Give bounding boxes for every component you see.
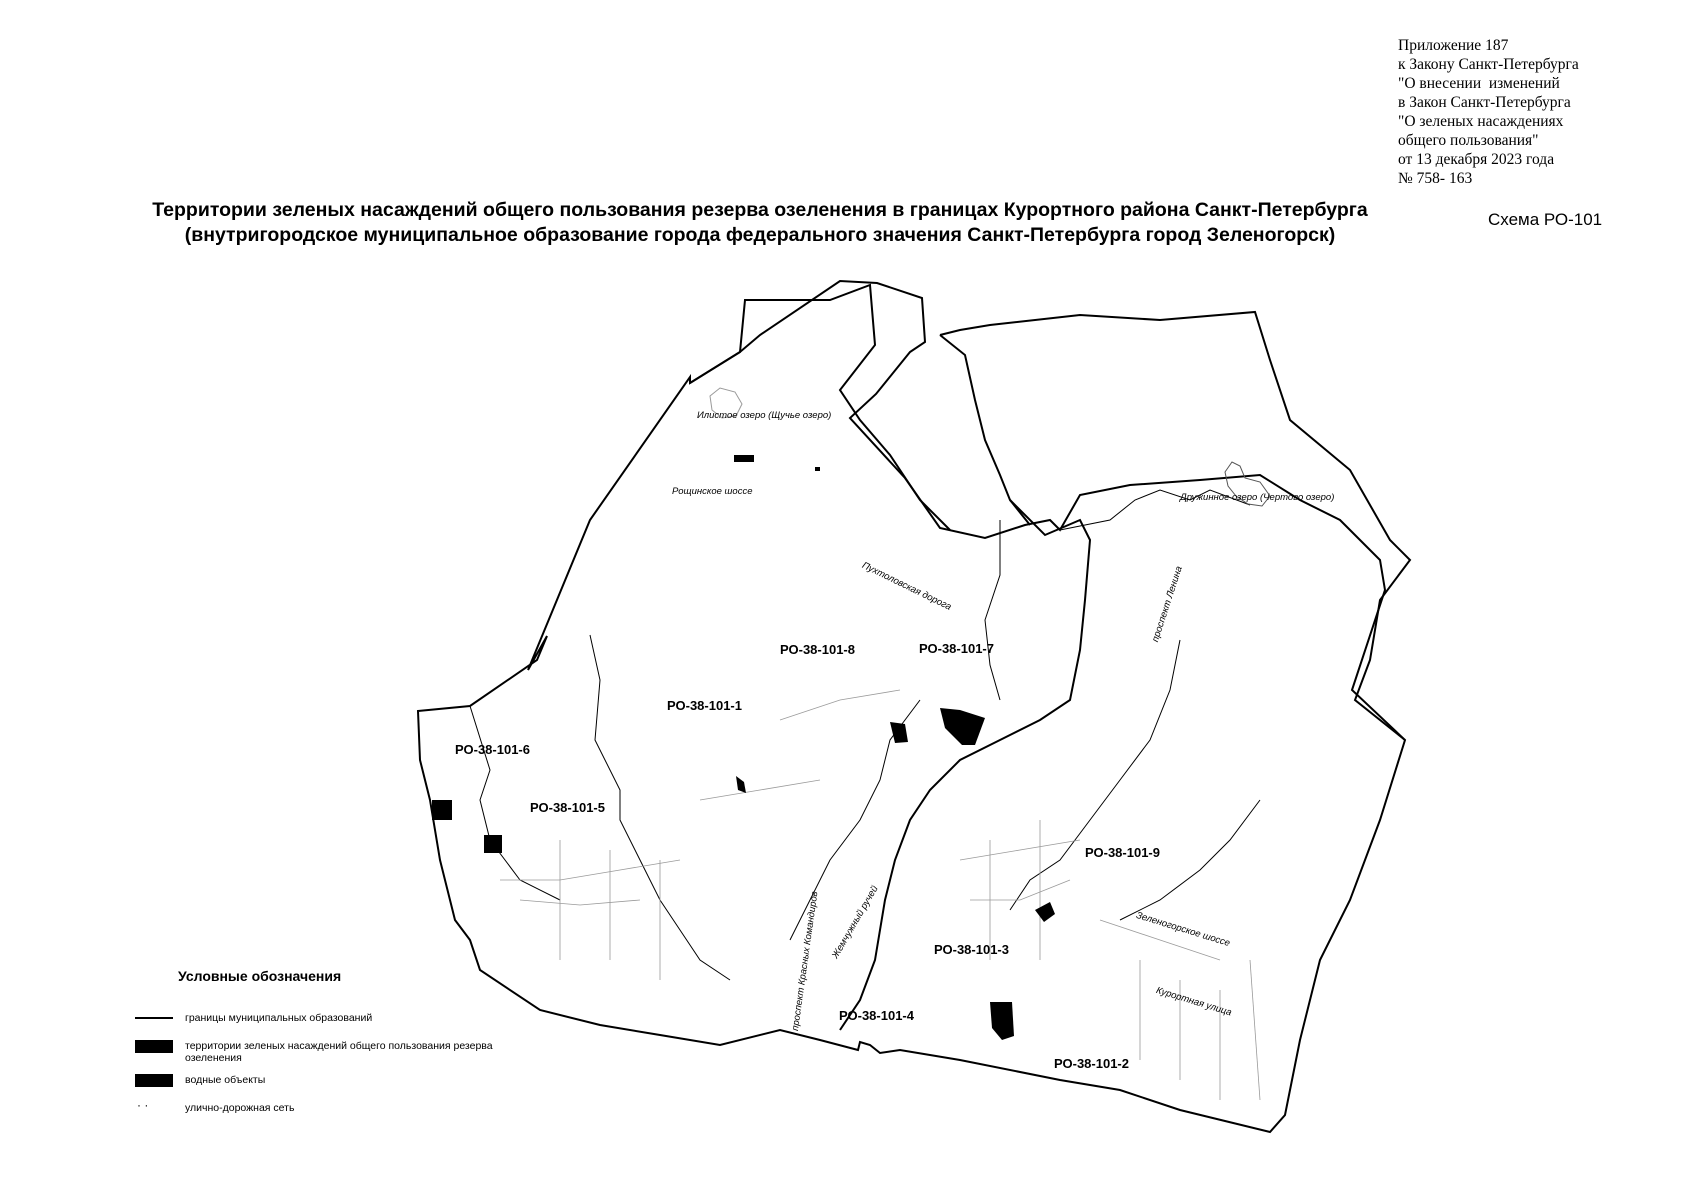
scheme-code: Схема РО-101 (1488, 210, 1603, 229)
stream (985, 520, 1000, 700)
map-title-line2: (внутригородское муниципальное образование города федерального значения Санкт-Петербурга город Зеленогорск) (184, 224, 1336, 246)
green-zone-area (484, 835, 502, 853)
legend-label: улично-дорожная сеть (185, 1102, 295, 1114)
zone-label: РО-38-101-9 (1085, 845, 1160, 860)
appendix-line: "О зеленых насаждениях (1398, 113, 1564, 130)
zone-label: РО-38-101-6 (455, 742, 530, 757)
green-zone-area (890, 722, 908, 743)
stream (1120, 800, 1260, 920)
green-zone-area (736, 776, 746, 793)
legend-item (135, 1102, 515, 1114)
district-boundary (418, 281, 1405, 1132)
stream (1010, 640, 1180, 910)
zone-label: РО-38-101-7 (919, 641, 994, 656)
municipal-boundary (940, 335, 1030, 525)
place-label: Пухтоловская дорога (860, 560, 953, 613)
green-zone-fill-icon (135, 1040, 173, 1053)
place-label: Зеленогорское шоссе (1134, 910, 1232, 950)
legend-label: водные объекты (185, 1074, 266, 1086)
legend-item (135, 1012, 515, 1024)
green-zone-area (940, 708, 985, 745)
legend-label: территории зеленых насаждений общего пользования резерва озеленения (185, 1040, 493, 1064)
water-fill-icon (135, 1074, 173, 1087)
zone-label: РО-38-101-1 (667, 698, 742, 713)
appendix-line: от 13 декабря 2023 года (1398, 151, 1555, 168)
legend-item (135, 1074, 515, 1087)
place-label: Дружинное озеро (Чертово озеро) (1180, 492, 1335, 503)
place-label: Рощинское шоссе (672, 486, 753, 497)
green-zone-area (432, 800, 452, 820)
legend-title: Условные обозначения (178, 968, 342, 984)
legend-item (135, 1040, 515, 1064)
street-network (500, 690, 1260, 1100)
street-dots-icon (135, 1102, 173, 1114)
boundary-line-icon (135, 1012, 173, 1024)
place-label: проспект Ленина (1150, 564, 1185, 644)
zone-label: РО-38-101-3 (934, 942, 1009, 957)
place-label: Илистое озеро (Щучье озеро) (697, 410, 832, 421)
legend-label: границы муниципальных образований (185, 1012, 373, 1024)
place-label: проспект Красных Командиров (790, 890, 821, 1032)
appendix-line: "О внесении изменений (1398, 75, 1560, 92)
municipal-boundary (940, 312, 1410, 740)
place-label: Курортная улица (1154, 985, 1233, 1019)
appendix-line: к Закону Санкт-Петербурга (1398, 56, 1579, 73)
zone-label: РО-38-101-8 (780, 642, 855, 657)
zone-label: РО-38-101-2 (1054, 1056, 1129, 1071)
green-zone-area (815, 467, 820, 471)
green-zone-area (990, 1002, 1014, 1040)
zone-label: РО-38-101-4 (839, 1008, 914, 1023)
appendix-line: общего пользования" (1398, 132, 1539, 149)
appendix-line: в Закон Санкт-Петербурга (1398, 94, 1571, 111)
green-zone-area (734, 455, 754, 462)
place-label: Жемчужный ручей (830, 883, 881, 961)
appendix-line: Приложение 187 (1398, 37, 1509, 54)
green-zone-area (1035, 902, 1055, 922)
map-title-line1: Территории зеленых насаждений общего пользования резерва озеленения в границах Курортного района Санкт-Петербурга (152, 199, 1368, 221)
appendix-line: № 758- 163 (1398, 170, 1473, 187)
zone-label: РО-38-101-5 (530, 800, 605, 815)
